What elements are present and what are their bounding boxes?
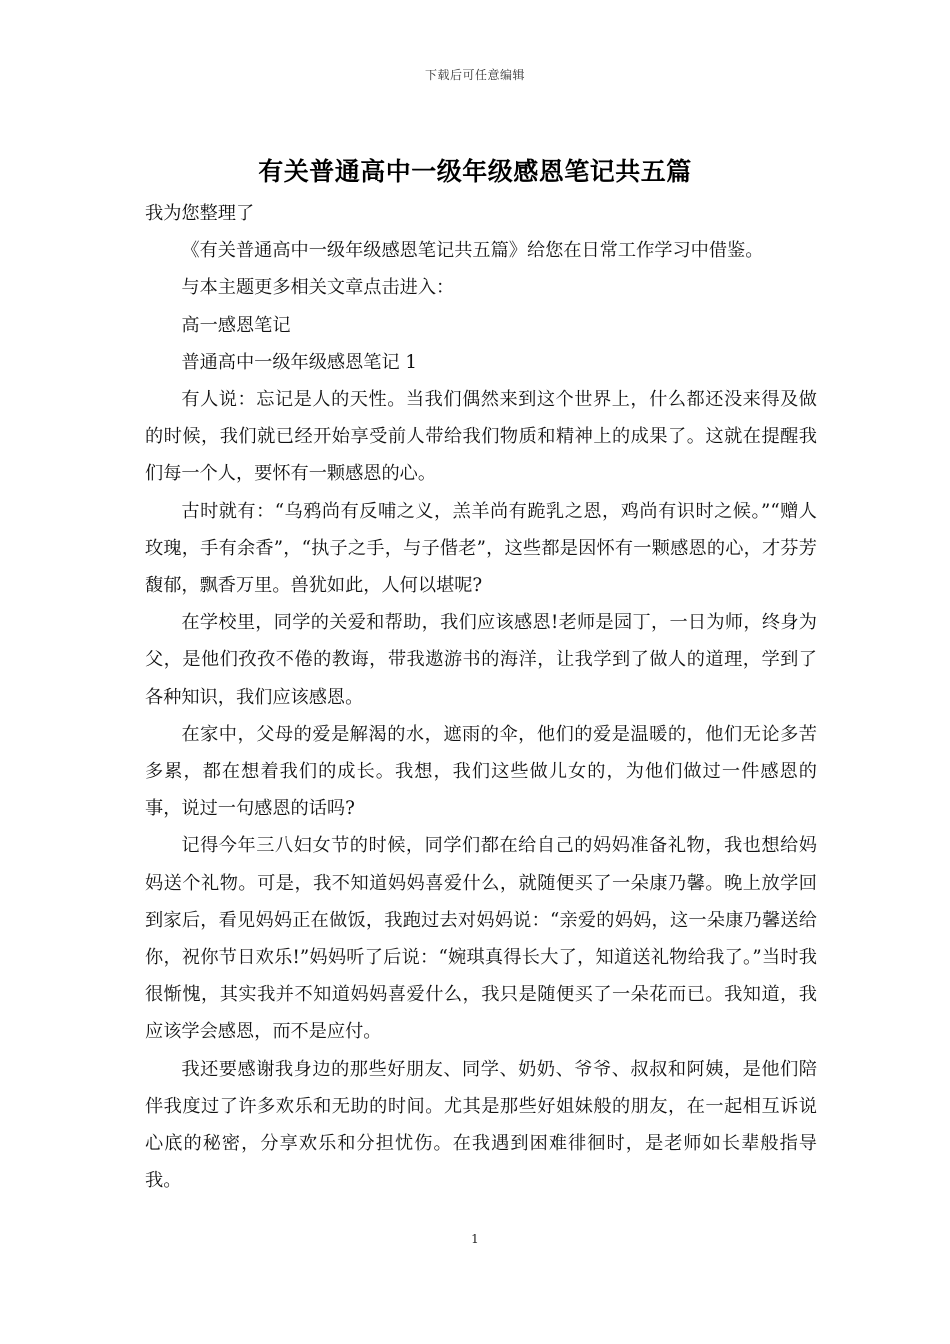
document-title: 有关普通高中一级年级感恩笔记共五篇 [258,157,692,186]
paragraph: 有人说：忘记是人的天性。当我们偶然来到这个世界上，什么都还没来得及做的时候，我们就已经开始享受前人带给我们物质和精神上的成果了。这就在提醒我们每一个人，要怀有一颗感恩的心。 [145,389,817,485]
paragraph: 在学校里，同学的关爱和帮助，我们应该感恩!老师是园丁，一日为师，终身为父，是他们孜孜不倦的教诲，带我遨游书的海洋，让我学到了做人的道理，学到了各种知识，我们应该感恩。 [145,612,817,708]
paragraph: 古时就有：“乌鸦尚有反哺之义，羔羊尚有跪乳之恩，鸡尚有识时之候。”“赠人玫瑰，手有余香”，“执子之手，与子偕老”，这些都是因怀有一颗感恩的心，才芬芳馥郁，飘香万里。兽犹如此，人何以堪呢? [145,500,817,597]
page-header: 下载后可任意编辑 [424,68,525,82]
paragraph: 我还要感谢我身边的那些好朋友、同学、奶奶、爷爷、叔叔和阿姨，是他们陪伴我度过了许多欢乐和无助的时间。尤其是那些好姐妹般的朋友，在一起相互诉说心底的秘密，分享欢乐和分担忧伤。在我遇到困难徘徊时，是老师如长辈般指导我。 [145,1058,817,1192]
paragraph-intro: 我为您整理了 [145,203,255,224]
paragraph: 在家中，父母的爱是解渴的水，遮雨的伞，他们的爱是温暖的，他们无论多苦多累，都在想着我们的成长。我想，我们这些做儿女的，为他们做过一件感恩的事，说过一句感恩的话吗? [145,723,817,820]
paragraph: 记得今年三八妇女节的时候，同学们都在给自己的妈妈准备礼物，我也想给妈妈送个礼物。可是，我不知道妈妈喜爱什么，就随便买了一朵康乃馨。晚上放学回到家后，看见妈妈正在做饭，我跑过去对妈妈说：“亲爱的妈妈，这一朵康乃馨送给你，祝你节日欢乐!”妈妈听了后说：“婉琪真得长大了，知道送礼物给我了。”当时我很惭愧，其实我并不知道妈妈喜爱什么，我只是随便买了一朵花而已。我知道，我应该学会感恩，而不是应付。 [145,835,817,1043]
document-body [145,195,817,1199]
related-article-link[interactable]: 高一感恩笔记 [181,314,291,336]
section-heading: 普通高中一级年级感恩笔记 1 [181,351,417,373]
page-number: 1 [471,1232,479,1246]
paragraph-related-prompt: 与本主题更多相关文章点击进入： [181,277,455,299]
paragraph-recommend: 《有关普通高中一级年级感恩笔记共五篇》给您在日常工作学习中借鉴。 [181,240,764,262]
